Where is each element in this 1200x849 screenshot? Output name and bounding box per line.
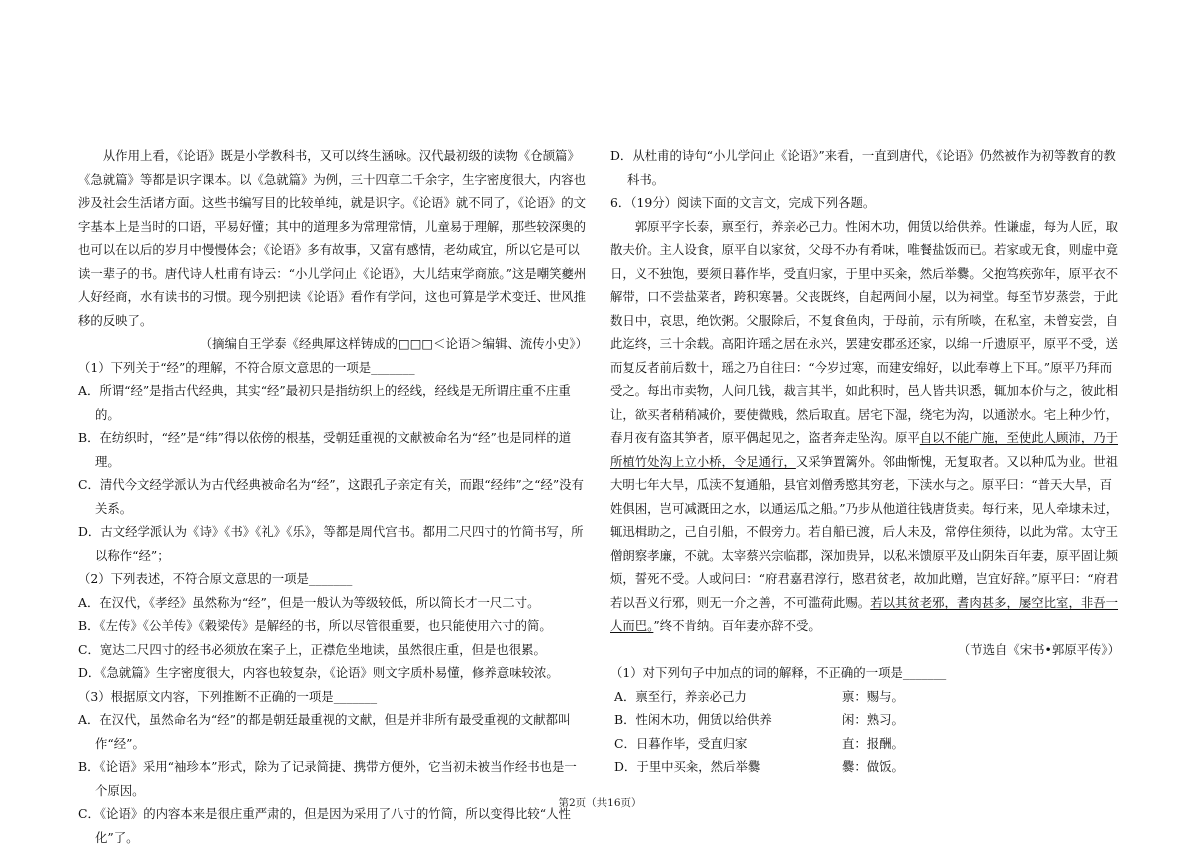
- option-b: B．在纺织时，“经”是“纬”得以依傍的根基，受朝廷重视的文献被命名为“经”也是同样的道理。: [78, 430, 572, 469]
- option-b: B．《左传》《公羊传》《穀梁传》是解经的书，所以尽管很重要，也只能使用六寸的简。: [78, 618, 552, 633]
- option-list: [610, 685, 1120, 779]
- option-d: D．《急就篇》生字密度很大，内容也较复杂，《论语》则文字质朴易懂，修养意味较浓。: [78, 665, 559, 680]
- passage-text: ”终不肯纳。百年妻亦辞不受。: [653, 618, 821, 633]
- gloss-option-text: C．日暮作毕，受直归家: [614, 735, 748, 751]
- underlined-sentence: 若以其贫老邪，耆肉甚多，屡空比室，非吾一人而巴。: [610, 594, 1119, 633]
- gloss-option-definition: 闲：熟习。: [842, 712, 904, 727]
- question-2: （2）下列表述，不符合原文意思的一项是_______: [78, 571, 353, 586]
- gloss-option-row: [610, 708, 1120, 732]
- gloss-option-definition: 禀：赐与。: [842, 688, 904, 704]
- gloss-option-text: A．禀至行，养亲必己力: [614, 688, 747, 704]
- option-a: A．在汉代，《孝经》虽然称为“经”，但是一般认为等级较低，所以简长才一尺二寸。: [78, 594, 540, 610]
- sub-question-1: （1）对下列句子中加点的词的解释，不正确的一项是_______: [610, 665, 947, 680]
- underlined-sentence: 自以不能广施，至使此人顾沛，乃于所植竹处沟上立小桥，令足通行，: [610, 430, 1119, 469]
- gloss-option-row: [610, 685, 1120, 709]
- passage-text: 又采笋置篱外。邻曲惭愧，无复取者。又以种瓜为业。世祖大明七年大旱，瓜渎不复通船，县官刘僧秀愍其穷老，下渎水与之。原平曰：“普天大旱，百姓俱困，岂可减溉田之水，以通运瓜之船。”乃步从他道往钱唐货卖。每行来，见人牵埭未过，辄迅楫助之，己自引船，不假旁力。若自船已渡，后人未及，常停住须待，以此为常。太守王僧朗察孝廉，不就。太宰蔡兴宗临郡，深加贵异，以私米馈原平及山阴朱百年妻，原平固让频烦，誓死不受。人或问曰：“府君嘉君淳行，愍君贫老，故加此赠，岂宜好辞。”原平曰：“府君若以吾义行邪，则无一介之善，不可滥荷此赐。: [610, 453, 1119, 610]
- gloss-option-row: [610, 755, 1120, 779]
- source-citation: （摘编自王学泰《经典犀这样铸成的□□□＜论语＞编辑、流传小史》）: [199, 336, 588, 351]
- left-column: [78, 144, 588, 849]
- passage-paragraph: 从作用上看，《论语》既是小学教科书，又可以终生涵咏。汉代最初级的读物《仓颉篇》《急就篇》等都是识字课本。以《急就篇》为例，三十四章二千余字，生字密度很大，内容也涉及社会生活诸方面。这些书编写目的比较单纯，就是识字。《论语》就不同了，《论语》的文字基本上是当时的口语，平易好懂；其中的道理多为常理常情，儿童易于理解，那些较深奥的也可以在以后的岁月中慢慢体会；《论语》多有故事，又富有感情，老幼咸宜，所以它是可以读一辈子的书。唐代诗人杜甫有诗云：“小儿学问止《论语》，大儿结束学商旅。”这是嘲笑夔州人好经商，水有读书的习惯。现今别把读《论语》看作有学问，这也可算是学术变迁、世风推移的反映了。: [78, 148, 587, 328]
- option-d: D．古文经学派认为《诗》《书》《礼》《乐》，等都是周代宫书。都用二尺四寸的竹简书写，所以称作“经”；: [78, 524, 584, 563]
- option-a: A．在汉代，虽然命名为“经”的都是朝廷最重视的文献，但是并非所有最受重视的文献都叫作“经”。: [78, 712, 571, 751]
- question-6-heading: 6．（19分）阅读下面的文言文，完成下列各题。: [610, 195, 876, 210]
- option-c: C．清代今文经学派认为古代经典被命名为“经”，这跟孔子亲定有关，而跟“经纬”之“经”没有关系。: [78, 477, 584, 516]
- page-number: 第2页（共16页）: [558, 797, 642, 809]
- question-3: （3）根据原文内容，下列推断不正确的一项是_______: [78, 688, 378, 704]
- gloss-option-text: B．性闲木功，佣赁以给供养: [614, 712, 772, 727]
- option-c: C．《论语》的内容本来是很庄重严肃的，但是因为采用了八寸的竹简，所以变得比较“人性化”了。: [78, 806, 571, 845]
- option-d: D．从杜甫的诗句“小儿学问止《论语》”来看，一直到唐代，《论语》仍然被作为初等教育的教科书。: [610, 148, 1116, 187]
- gloss-option-definition: 爨：做饭。: [842, 759, 904, 774]
- gloss-option-row: [610, 732, 1120, 756]
- source-citation: （节选自《宋书•郭原平传》）: [957, 641, 1120, 657]
- right-column: [610, 144, 1120, 779]
- option-a: A．所谓“经”是指古代经典，其实“经”最初只是指纺织上的经线，经线是无所谓庄重不庄重的。: [78, 383, 571, 422]
- classical-passage: [610, 215, 1120, 638]
- passage-text: 郭原平字长泰，禀至行，养亲必己力。性闲木功，佣赁以给供养。性谦虚，每为人匠，取散夫价。主人设食，原平自以家贫，父母不办有肴味，唯餐盐饭而已。若家或无食，则虚中竟日，义不独饱，要须日暮作毕，受直归家，于里中买籴，然后举爨。父抱笃疾弥年，原平衣不解带，口不尝盐菜者，跨积寒暑。父丧既终，自起两间小屋，以为祠堂。每至节岁蒸尝，于此数日中，哀思，绝饮粥。父服除后，不复食鱼肉，于母前，示有所啖，在私室，未曾妄尝，自此迄终，三十余载。高阳许瑶之居在永兴，罢建安郡丞还家，以绵一斤遗原平，原平不受，送而复反者前后数十，瑶之乃自往曰：“今岁过寒，而建安绵好，以此奉尊上下耳。”原平乃拜而受之。每出市卖物，人问几钱，裁言其半，如此积时，邑人皆共识悉，辄加本价与之，彼此相让，欲买者稍稍减价，要使微贱，然后取直。居宅下湿，绕宅为沟，以通淤水。宅上种少竹，春月夜有盗其笋者，原平偶起见之，盗者奔走坠沟。原平: [610, 218, 1119, 445]
- gloss-option-definition: 直：报酬。: [842, 735, 904, 751]
- question-1: （1）下列关于“经”的理解，不符合原文意思的一项是_______: [78, 359, 415, 375]
- option-b: B．《论语》采用“袖珍本”形式，除为了记录简捷、携带方便外，它当初未被当作经书也是一个原因。: [78, 759, 577, 798]
- option-c: C．宽达二尺四寸的经书必须放在案子上，正襟危坐地读，虽然很庄重，但是也很累。: [78, 641, 546, 657]
- gloss-option-text: D．于里中买籴，然后举爨: [614, 759, 761, 774]
